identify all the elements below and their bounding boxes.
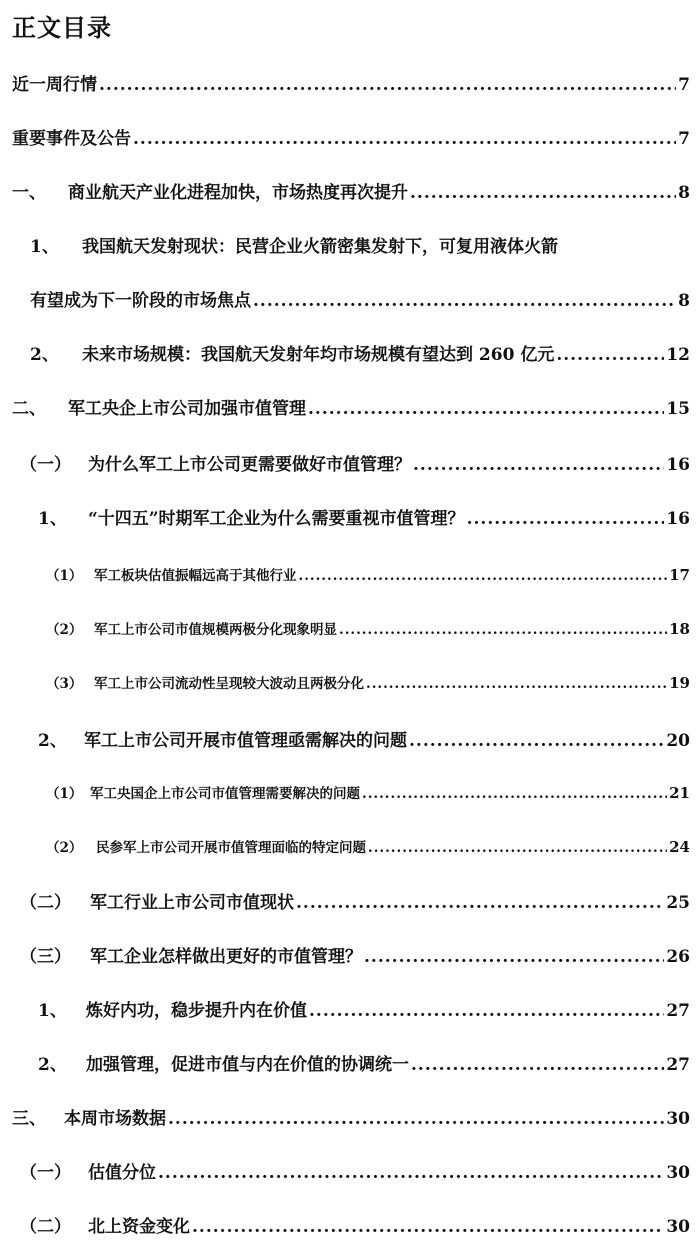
toc-entry-number: 一、 (12, 183, 46, 203)
toc-entry-title: 近一周行情 (12, 75, 97, 95)
toc-entry-number: 2、 (38, 1055, 67, 1075)
toc-entry[interactable] (0, 286, 690, 311)
toc-entry-title: 军工央企上市公司加强市值管理 (68, 399, 306, 419)
toc-page-number: 16 (666, 509, 690, 529)
toc-entry-number: 1、 (38, 509, 67, 529)
toc-leader-dots (411, 1055, 664, 1075)
toc-entry-title-continued: 有望成为下一阶段的市场焦点 (30, 291, 251, 311)
toc-leader-dots (168, 1109, 664, 1129)
toc-entry[interactable] (0, 1104, 690, 1129)
toc-page-number: 24 (669, 838, 690, 856)
toc-entry[interactable] (0, 1212, 690, 1237)
toc-entry[interactable] (0, 124, 690, 149)
toc-entry-title: 商业航天产业化进程加快，市场热度再次提升 (68, 183, 408, 203)
toc-entry-title: 军工央国企上市公司市值管理需要解决的问题 (90, 786, 360, 802)
toc-entry[interactable] (0, 672, 690, 692)
toc-entry[interactable] (0, 178, 690, 203)
toc-entry-number: （一） (20, 1163, 71, 1183)
toc-page-number: 18 (669, 620, 690, 638)
toc-leader-dots (467, 509, 665, 529)
toc-page-number: 19 (669, 674, 690, 692)
toc-page-number: 30 (666, 1163, 690, 1183)
toc-entry-title: 民参军上市公司开展市值管理面临的特定问题 (96, 840, 366, 856)
toc-entry[interactable] (0, 782, 690, 802)
toc-leader-dots (409, 731, 664, 751)
toc-entry-title: 军工上市公司流动性呈现较大波动且两极分化 (94, 676, 364, 692)
toc-leader-dots (556, 345, 664, 365)
toc-entry-wrapped-line1[interactable] (30, 232, 558, 257)
toc-entry[interactable] (0, 1158, 690, 1183)
toc-entry[interactable] (0, 726, 690, 751)
toc-entry-number: （三） (20, 947, 71, 967)
toc-page-number: 20 (666, 731, 690, 751)
toc-leader-dots (410, 183, 676, 203)
toc-entry-title: 重要事件及公告 (12, 129, 131, 149)
toc-page-number: 25 (666, 893, 690, 913)
toc-leader-dots (362, 786, 667, 802)
toc-leader-dots (158, 1163, 664, 1183)
toc-page-number: 30 (666, 1109, 690, 1129)
toc-leader-dots (364, 947, 664, 967)
toc-entry-number: 2、 (38, 731, 67, 751)
toc-entry-title: 为什么军工上市公司更需要做好市值管理？ (88, 455, 411, 475)
toc-entry[interactable] (0, 1050, 690, 1075)
toc-page-number: 16 (666, 455, 690, 475)
toc-leader-dots (133, 129, 676, 149)
toc-entry-title: 军工上市公司市值规模两极分化现象明显 (94, 622, 337, 638)
toc-entry[interactable] (0, 394, 690, 419)
toc-entry-title: 本周市场数据 (64, 1109, 166, 1129)
toc-leader-dots (299, 568, 668, 584)
toc-entry[interactable] (0, 504, 690, 529)
toc-page-number: 30 (666, 1217, 690, 1237)
toc-entry[interactable] (0, 450, 690, 475)
toc-entry[interactable] (0, 618, 690, 638)
toc-page-number: 17 (669, 566, 690, 584)
toc-leader-dots (308, 399, 664, 419)
toc-page-number: 8 (678, 291, 690, 311)
toc-entry-title: 军工企业怎样做出更好的市值管理？ (90, 947, 362, 967)
toc-leader-dots (413, 455, 664, 475)
toc-leader-dots (253, 291, 676, 311)
toc-entry[interactable] (0, 70, 690, 95)
toc-entry-title: 军工板块估值振幅远高于其他行业 (94, 568, 297, 584)
toc-entry[interactable] (0, 996, 690, 1021)
toc-page-number: 15 (666, 399, 690, 419)
toc-entry[interactable] (0, 340, 690, 365)
toc-entry-title: 北上资金变化 (88, 1217, 190, 1237)
toc-entry-number: 1、 (30, 237, 59, 257)
toc-entry-title: 未来市场规模：我国航天发射年均市场规模有望达到 260 亿元 (82, 345, 555, 365)
toc-entry[interactable] (0, 888, 690, 913)
toc-entry-number: （1） (46, 568, 83, 584)
toc-entry-title: 加强管理，促进市值与内在价值的协调统一 (86, 1055, 409, 1075)
toc-entry-number: （1） (46, 786, 83, 802)
toc-page-number: 8 (678, 183, 690, 203)
toc-entry-number: （二） (20, 1217, 71, 1237)
toc-page-number: 27 (666, 1055, 690, 1075)
toc-entry[interactable] (0, 564, 690, 584)
toc-leader-dots (99, 75, 676, 95)
toc-leader-dots (296, 893, 664, 913)
toc-entry-title: 估值分位 (88, 1163, 156, 1183)
toc-entry-title: 军工上市公司开展市值管理亟需解决的问题 (84, 731, 407, 751)
toc-page-number: 21 (669, 784, 690, 802)
toc-leader-dots (192, 1217, 664, 1237)
toc-page-number: 12 (666, 345, 690, 365)
toc-entry-number: 三、 (12, 1109, 46, 1129)
toc-entry-number: 1、 (38, 1001, 67, 1021)
toc-entry[interactable] (0, 942, 690, 967)
toc-leader-dots (366, 676, 667, 692)
toc-entry-number: （二） (20, 893, 71, 913)
toc-entry-number: （2） (46, 840, 83, 856)
toc-leader-dots (368, 840, 667, 856)
toc-entry-number: （3） (46, 676, 83, 692)
toc-leader-dots (339, 622, 667, 638)
toc-entry-title: 炼好内功，稳步提升内在价值 (86, 1001, 307, 1021)
page-title: 正文目录 (12, 13, 112, 42)
toc-page-number: 7 (678, 75, 690, 95)
toc-entry-number: 2、 (30, 345, 59, 365)
toc-entry-number: 二、 (12, 399, 46, 419)
toc-page-number: 26 (666, 947, 690, 967)
toc-page-number: 27 (666, 1001, 690, 1021)
toc-entry-title: 军工行业上市公司市值现状 (90, 893, 294, 913)
toc-page-number: 7 (678, 129, 690, 149)
toc-entry-number: （2） (46, 622, 83, 638)
toc-entry-title: “十四五”时期军工企业为什么需要重视市值管理？ (88, 509, 465, 529)
toc-entry-number: （一） (20, 455, 71, 475)
toc-entry-title: 我国航天发射现状：民营企业火箭密集发射下，可复用液体火箭 (82, 237, 558, 257)
toc-leader-dots (309, 1001, 664, 1021)
toc-entry[interactable] (0, 836, 690, 856)
